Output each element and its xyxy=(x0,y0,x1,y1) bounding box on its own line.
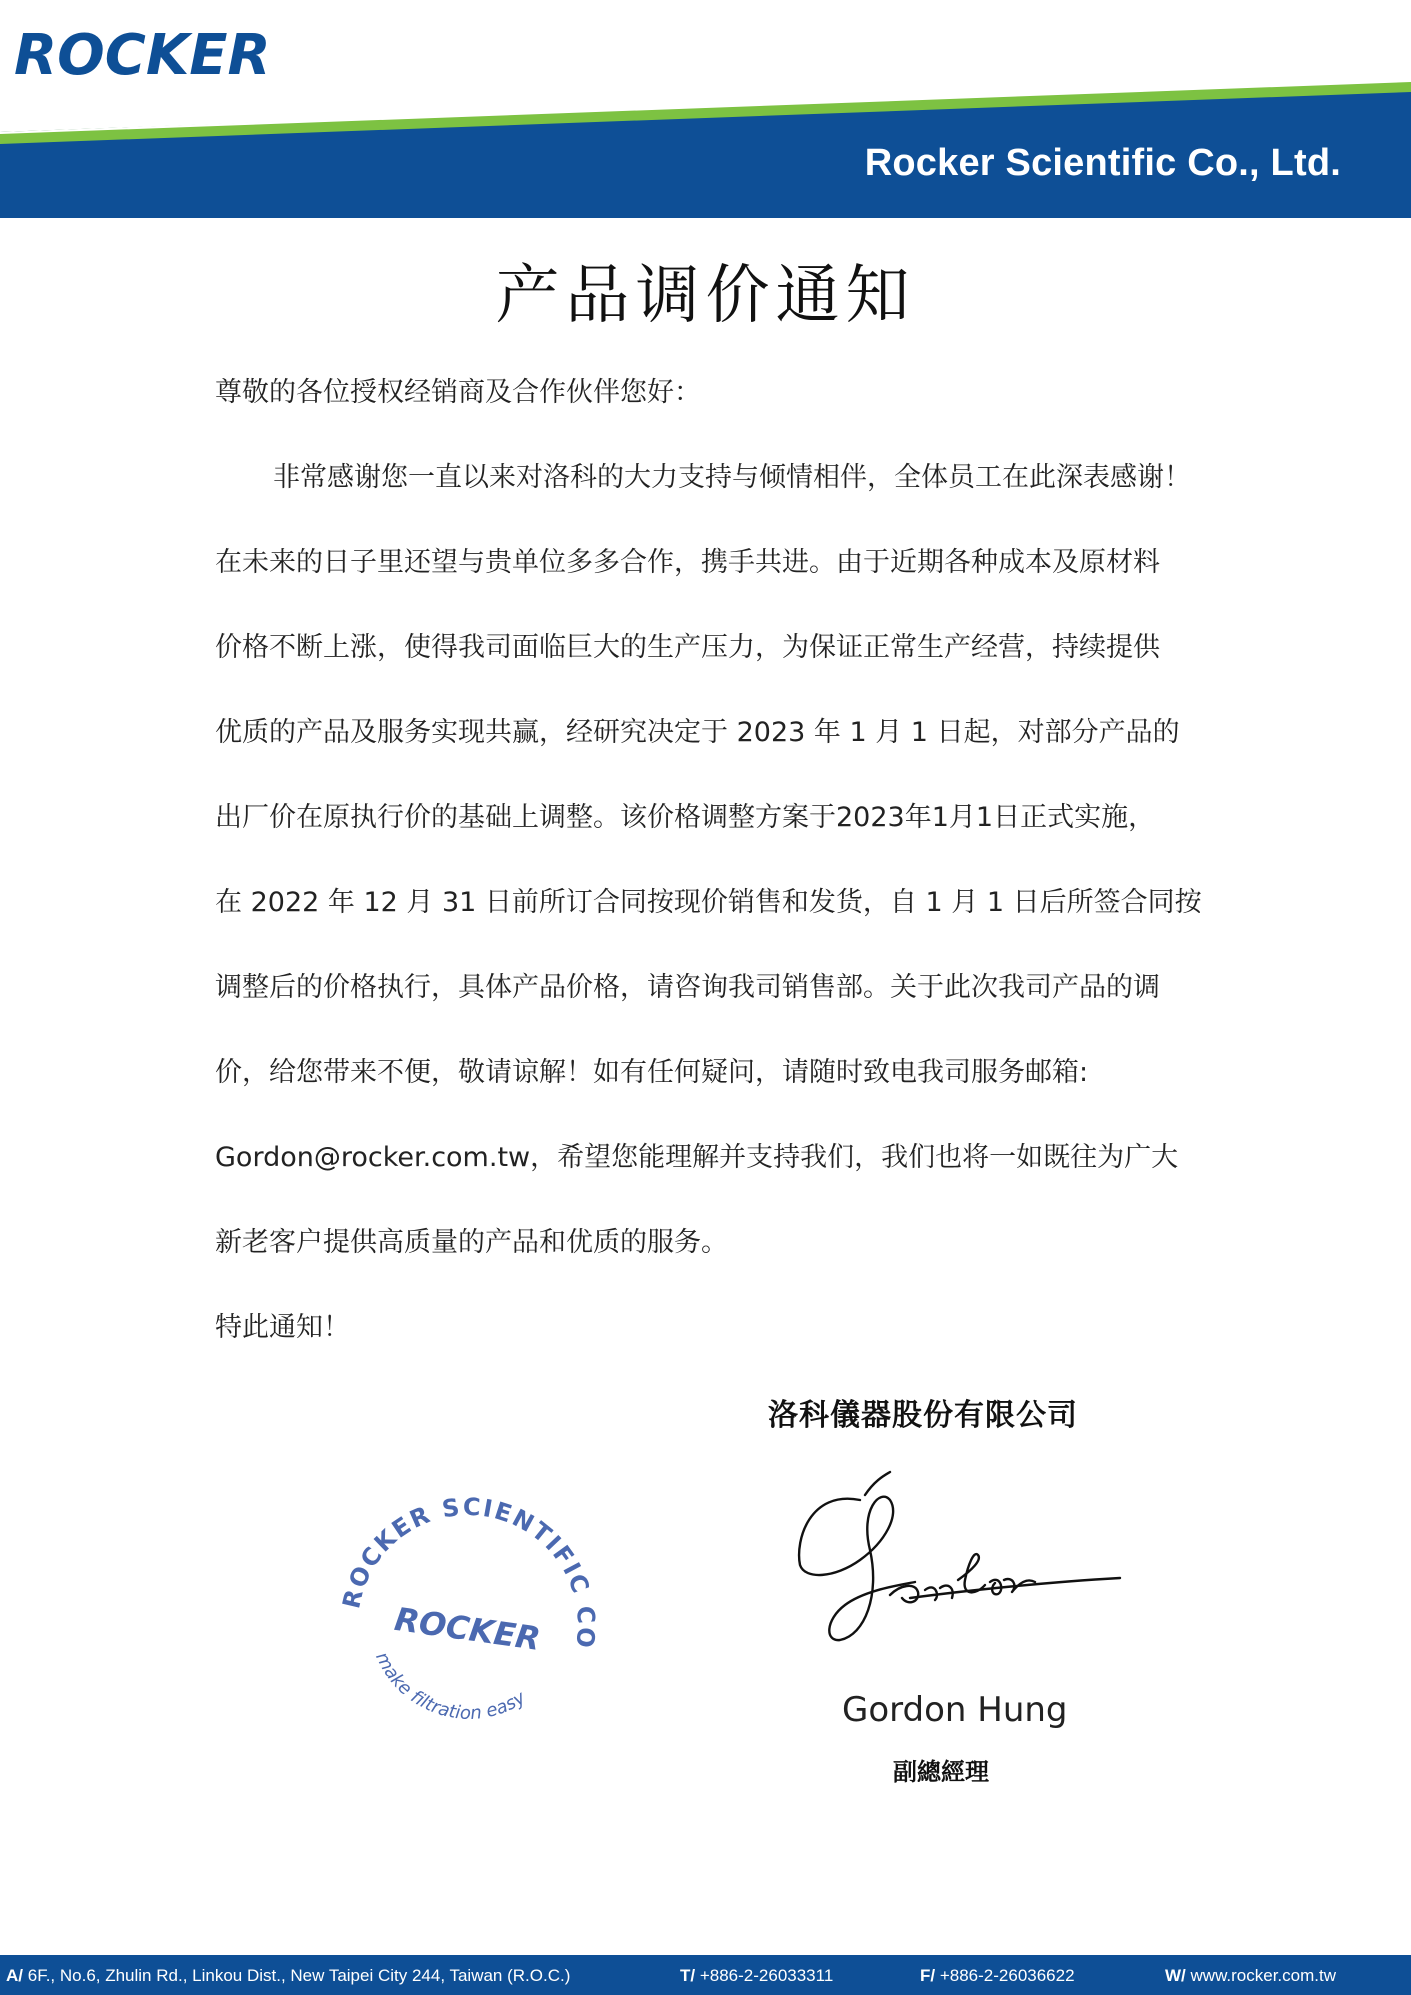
body-line: 在未来的日子里还望与贵单位多多合作，携手共进。由于近期各种成本及原材料 xyxy=(215,547,1160,578)
closing: 特此通知！ xyxy=(215,1312,350,1343)
signature-script: Gordon xyxy=(790,1470,794,1471)
footer-bar xyxy=(0,1955,1411,1995)
body-line: 非常感谢您一直以来对洛科的大力支持与倾情相伴，全体员工在此深表感谢！ xyxy=(273,462,1191,493)
body-line: 出厂价在原执行价的基础上调整。该价格调整方案于2023年1月1日正式实施， xyxy=(215,802,1156,833)
footer-website[interactable]: W/ www.rocker.com.tw xyxy=(1165,1966,1336,1985)
body-line: 在 2022 年 12 月 31 日前所订合同按现价销售和发货，自 1 月 1 日后所签合同按 xyxy=(215,887,1202,918)
footer-telephone: T/ +886-2-26033311 xyxy=(680,1966,834,1985)
signer-title: 副總經理 xyxy=(893,1758,989,1786)
greeting: 尊敬的各位授权经销商及合作伙伴您好： xyxy=(215,377,701,408)
notice-title: 产品调价通知 xyxy=(495,259,916,333)
stamp-text-top: ROCKER SCIENTIFIC CO., xyxy=(337,1492,601,1651)
company-stamp xyxy=(318,1475,618,1775)
handwritten-signature xyxy=(790,1470,1130,1670)
body-line: 优质的产品及服务实现共赢，经研究决定于 2023 年 1 月 1 日起，对部分产品的 xyxy=(215,717,1180,748)
body-line: 新老客户提供高质量的产品和优质的服务。 xyxy=(215,1227,728,1258)
footer-fax: F/ +886-2-26036622 xyxy=(920,1966,1075,1985)
company-english-name: Rocker Scientific Co., Ltd. xyxy=(864,142,1341,184)
body-line: Gordon@rocker.com.tw，希望您能理解并支持我们，我们也将一如既往为广大 xyxy=(215,1142,1179,1173)
stamp-text-bottom: make filtration easy xyxy=(371,1648,530,1724)
stamp-logo: ROCKER xyxy=(392,1599,543,1658)
company-chinese-name: 洛科儀器股份有限公司 xyxy=(768,1398,1078,1433)
body-line: 价格不断上涨，使得我司面临巨大的生产压力，为保证正常生产经营，持续提供 xyxy=(215,632,1160,663)
footer-address: A/ 6F., No.6, Zhulin Rd., Linkou Dist., New Taipei City 244, Taiwan (R.O.C.) xyxy=(6,1966,571,1985)
body-line: 调整后的价格执行，具体产品价格，请咨询我司销售部。关于此次我司产品的调 xyxy=(215,972,1160,1003)
body-line: 价，给您带来不便，敬请谅解！如有任何疑问，请随时致电我司服务邮箱: xyxy=(215,1057,1089,1088)
logo-wordmark: ROCKER xyxy=(14,28,271,80)
signer-name: Gordon Hung xyxy=(842,1690,1068,1730)
